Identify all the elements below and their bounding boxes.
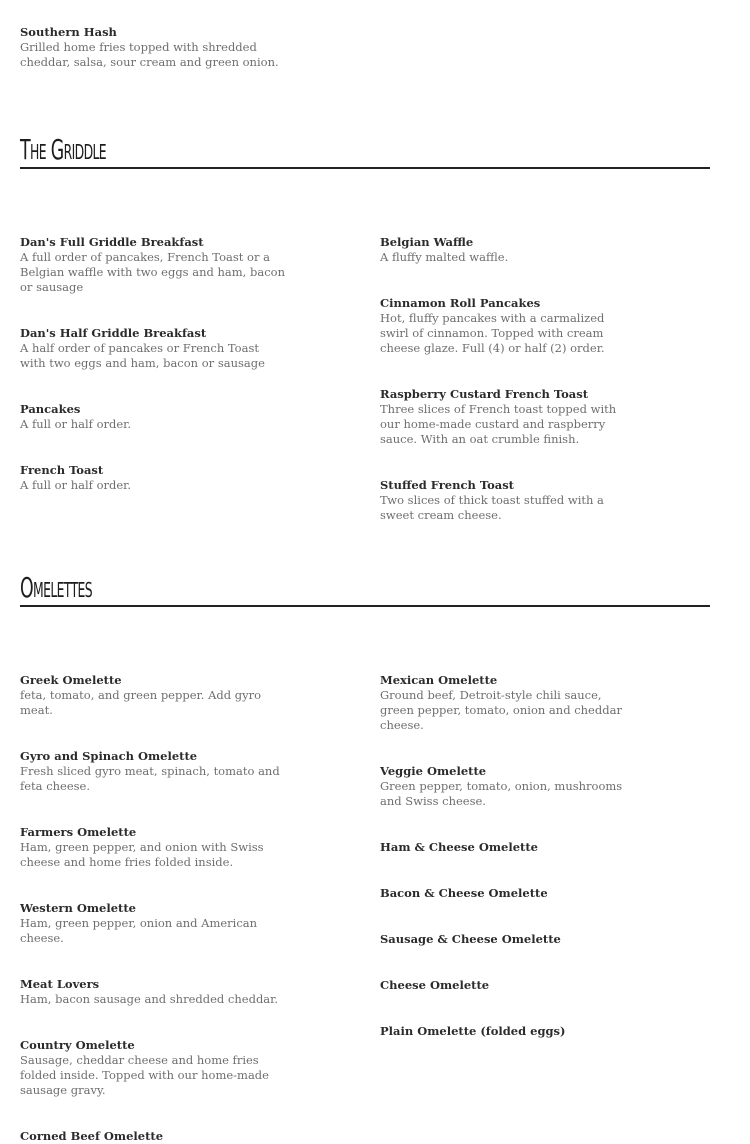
menu-item (20, 901, 280, 946)
menu-item-name: Bacon & Cheese Omelette (380, 886, 548, 900)
menu-item-desc: Hot, fluffy pancakes with a carmalized swirl of cinnamon. Topped with cream cheese glaze. Full (4) or half (2) order. (380, 311, 605, 355)
menu-item (380, 296, 625, 356)
menu-item-desc: Two slices of thick toast stuffed with a sweet cream cheese. (380, 493, 604, 522)
section-divider (20, 605, 710, 607)
menu-item (20, 326, 285, 371)
menu-item-name: Cinnamon Roll Pancakes (380, 296, 541, 310)
menu-item-desc: A full order of pancakes, French Toast or a Belgian waffle with two eggs and ham, bacon or sausage (20, 250, 285, 294)
menu-item (20, 1038, 285, 1098)
menu-item-name: Veggie Omelette (380, 764, 487, 778)
menu-item-desc: Ham, green pepper, and onion with Swiss cheese and home fries folded inside. (20, 840, 264, 869)
menu-item-name: Meat Lovers (20, 977, 100, 991)
section-divider (20, 167, 710, 169)
menu-item-name: Dan's Half Griddle Breakfast (20, 326, 207, 340)
menu-item (380, 764, 640, 809)
menu-item-desc: A fluffy malted waffle. (380, 250, 509, 264)
menu-item-desc: Ground beef, Detroit-style chili sauce, green pepper, tomato, onion and cheddar cheese. (380, 688, 622, 732)
menu-item-name: Corned Beef Omelette (20, 1129, 164, 1143)
menu-item-name: French Toast (20, 463, 104, 477)
menu-item-name: Western Omelette (20, 901, 136, 915)
menu-item-desc: Fresh sliced gyro meat, spinach, tomato and feta cheese. (20, 764, 280, 793)
menu-item (20, 402, 290, 432)
menu-item-southern-hash (20, 25, 280, 70)
section-title-omelettes: Omelettes (20, 571, 92, 604)
menu-item (380, 387, 635, 447)
menu-item (20, 235, 290, 295)
menu-item-desc: Green pepper, tomato, onion, mushrooms and Swiss cheese. (380, 779, 623, 808)
menu-item-name: Mexican Omelette (380, 673, 498, 687)
menu-item-name: Gyro and Spinach Omelette (20, 749, 198, 763)
menu-item (20, 1129, 290, 1144)
menu-item (380, 235, 650, 265)
menu-item (380, 478, 635, 523)
menu-item-name: Dan's Full Griddle Breakfast (20, 235, 204, 249)
menu-item-desc: A full or half order. (20, 478, 132, 492)
menu-item (380, 932, 650, 947)
menu-item (20, 825, 285, 870)
menu-item-desc: Grilled home fries topped with shredded cheddar, salsa, sour cream and green onion. (20, 40, 279, 69)
menu-item-name: Stuffed French Toast (380, 478, 514, 492)
menu-item (380, 978, 650, 993)
menu-item (20, 463, 290, 493)
menu-item (380, 673, 635, 733)
menu-item (20, 977, 300, 1007)
menu-item-name: Pancakes (20, 402, 81, 416)
menu-item-desc: A full or half order. (20, 417, 132, 431)
menu-item-name: Sausage & Cheese Omelette (380, 932, 561, 946)
menu-item (20, 749, 280, 794)
menu-item-name: Belgian Waffle (380, 235, 474, 249)
menu-item-desc: Ham, bacon sausage and shredded cheddar. (20, 992, 279, 1006)
menu-item-name: Raspberry Custard French Toast (380, 387, 589, 401)
menu-item-name: Cheese Omelette (380, 978, 490, 992)
menu-item (380, 886, 650, 901)
menu-item-name: Ham & Cheese Omelette (380, 840, 538, 854)
menu-item-desc: A half order of pancakes or French Toast with two eggs and ham, bacon or sausage (20, 341, 265, 370)
section-title-griddle: The Griddle (20, 133, 107, 166)
menu-item-name: Plain Omelette (folded eggs) (380, 1024, 566, 1038)
menu-item-desc: feta, tomato, and green pepper. Add gyro meat. (20, 688, 262, 717)
menu-item-name: Farmers Omelette (20, 825, 137, 839)
menu-item-name: Southern Hash (20, 25, 117, 39)
menu-item-name: Country Omelette (20, 1038, 135, 1052)
menu-item-desc: Sausage, cheddar cheese and home fries folded inside. Topped with our home-made sausage gravy. (20, 1053, 269, 1097)
menu-item-desc: Three slices of French toast topped with our home-made custard and raspberry sauce. With an oat crumble finish. (380, 402, 617, 446)
menu-item-name: Greek Omelette (20, 673, 122, 687)
menu-item (380, 1024, 650, 1039)
menu-item-desc: Ham, green pepper, onion and American cheese. (20, 916, 258, 945)
menu-item (380, 840, 650, 855)
menu-item (20, 673, 280, 718)
